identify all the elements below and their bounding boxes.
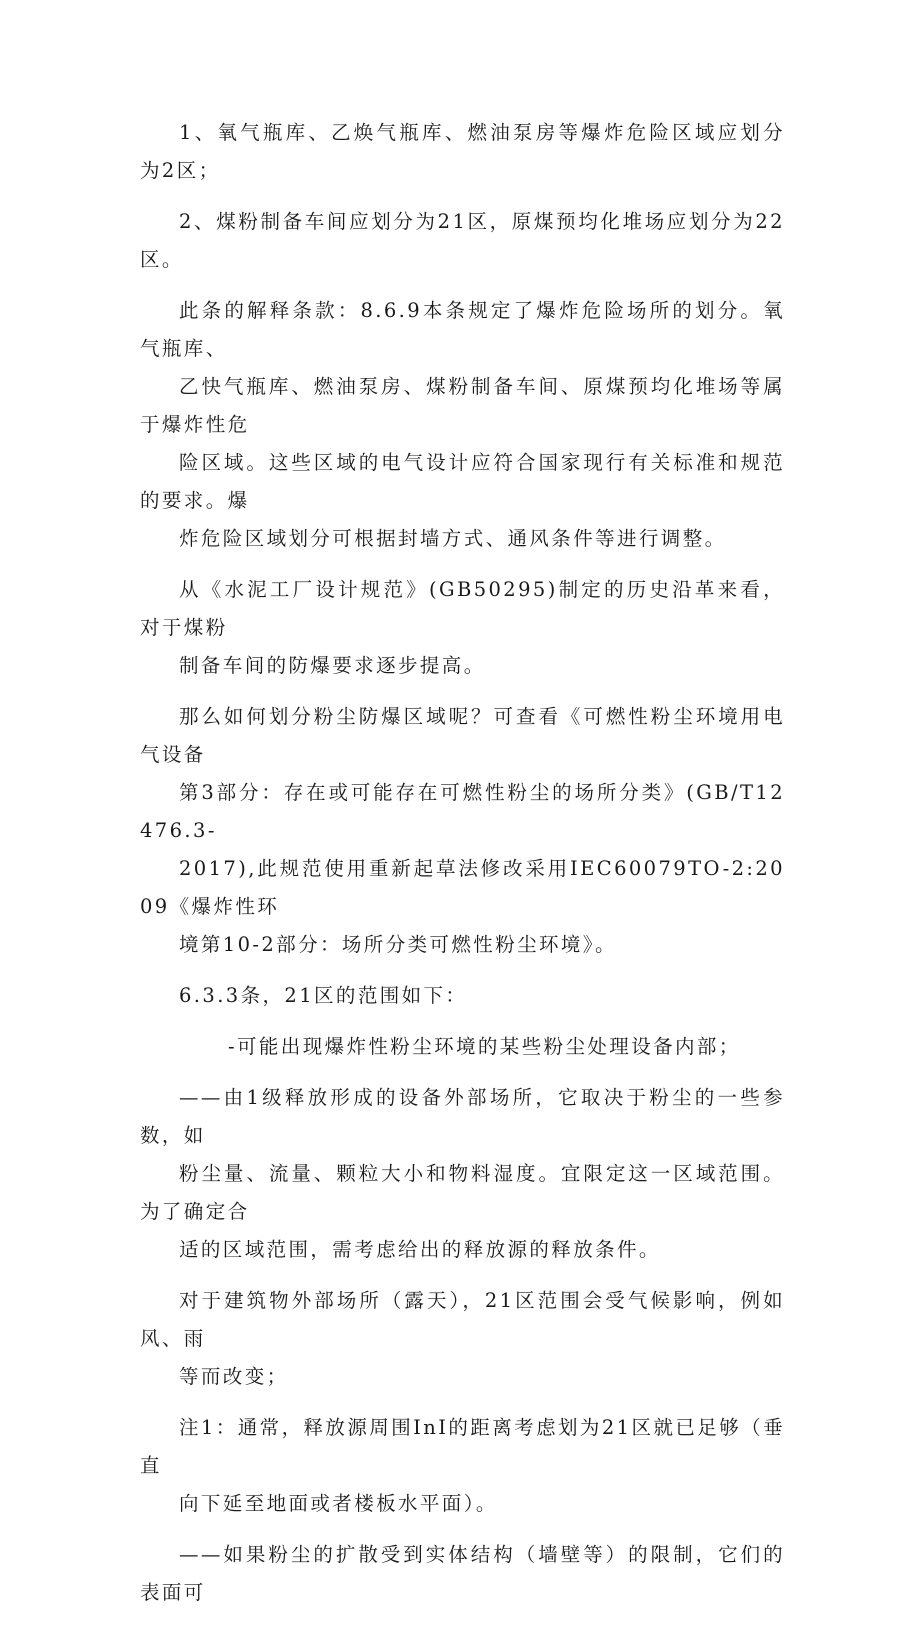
text-line: 炸危险区域划分可根据封墙方式、通风条件等进行调整。 (179, 527, 727, 550)
text-line: 制备车间的防爆要求逐步提高。 (179, 654, 486, 677)
text-line: ——由1级释放形成的设备外部场所，它取决于粉尘的一些参数，如 (140, 1086, 785, 1147)
text-line: ——如果粉尘的扩散受到实体结构（墙壁等）的限制，它们的表面可 (140, 1543, 785, 1604)
text-line: 适的区域范围，需考虑给出的释放源的释放条件。 (179, 1238, 661, 1261)
text-line: 乙快气瓶库、燃油泵房、煤粉制备车间、原煤预均化堆场等属于爆炸性危 (140, 375, 785, 436)
text-line: 那么如何划分粉尘防爆区域呢？可查看《可燃性粉尘环境用电气设备 (140, 705, 785, 766)
paragraph-gb50295-history (140, 571, 785, 685)
text-line: 险区域。这些区域的电气设计应符合国家现行有关标准和规范的要求。爆 (140, 451, 785, 512)
text-line: 等而改变； (179, 1365, 289, 1388)
text-line: 境第10-2部分：场所分类可燃性粉尘环境》。 (179, 933, 617, 956)
text-line: 注1：通常，释放源周围InI的距离考虑划为21区就已足够（垂直 (140, 1416, 785, 1477)
text-line: 从《水泥工厂设计规范》(GB50295)制定的历史沿革来看，对于煤粉 (140, 578, 785, 639)
text-line: 2017),此规范使用重新起草法修改采用IEC60079TO-2:2009《爆炸性环 (140, 857, 785, 918)
text-line: 粉尘量、流量、颗粒大小和物料湿度。宜限定这一区域范围。为了确定合 (140, 1162, 785, 1223)
paragraph-dust-diffusion-limit (140, 1536, 785, 1612)
text-line: 第3部分：存在或可能存在可燃性粉尘的场所分类》(GB/T12476.3- (140, 781, 785, 842)
paragraph-oxygen-zone-2 (140, 114, 785, 190)
paragraph-dust-zone-standard (140, 698, 785, 964)
paragraph-equipment-interior (140, 1028, 785, 1066)
text-line: 向下延至地面或者楼板水平面）。 (179, 1492, 498, 1515)
text-line: 6.3.3条，21区的范围如下： (179, 984, 468, 1007)
text-line: -可能出现爆炸性粉尘环境的某些粉尘处理设备内部； (228, 1035, 741, 1058)
paragraph-coal-zone-21-22 (140, 203, 785, 279)
paragraph-clause-6-3-3 (140, 977, 785, 1015)
text-line: 对于建筑物外部场所（露天），21区范围会受气候影响，例如风、雨 (140, 1289, 785, 1350)
text-line: 1、氧气瓶库、乙焕气瓶库、燃油泵房等爆炸危险区域应划分为2区； (140, 121, 785, 182)
text-line: 2、煤粉制备车间应划分为21区，原煤预均化堆场应划分为22区。 (140, 210, 785, 271)
paragraph-explanation-clause (140, 292, 785, 558)
paragraph-outdoor-weather (140, 1282, 785, 1396)
paragraph-note-1 (140, 1409, 785, 1523)
text-line: 此条的解释条款：8.6.9本条规定了爆炸危险场所的划分。氧气瓶库、 (140, 299, 785, 360)
document-body (140, 114, 785, 1625)
paragraph-grade-1-release (140, 1079, 785, 1269)
